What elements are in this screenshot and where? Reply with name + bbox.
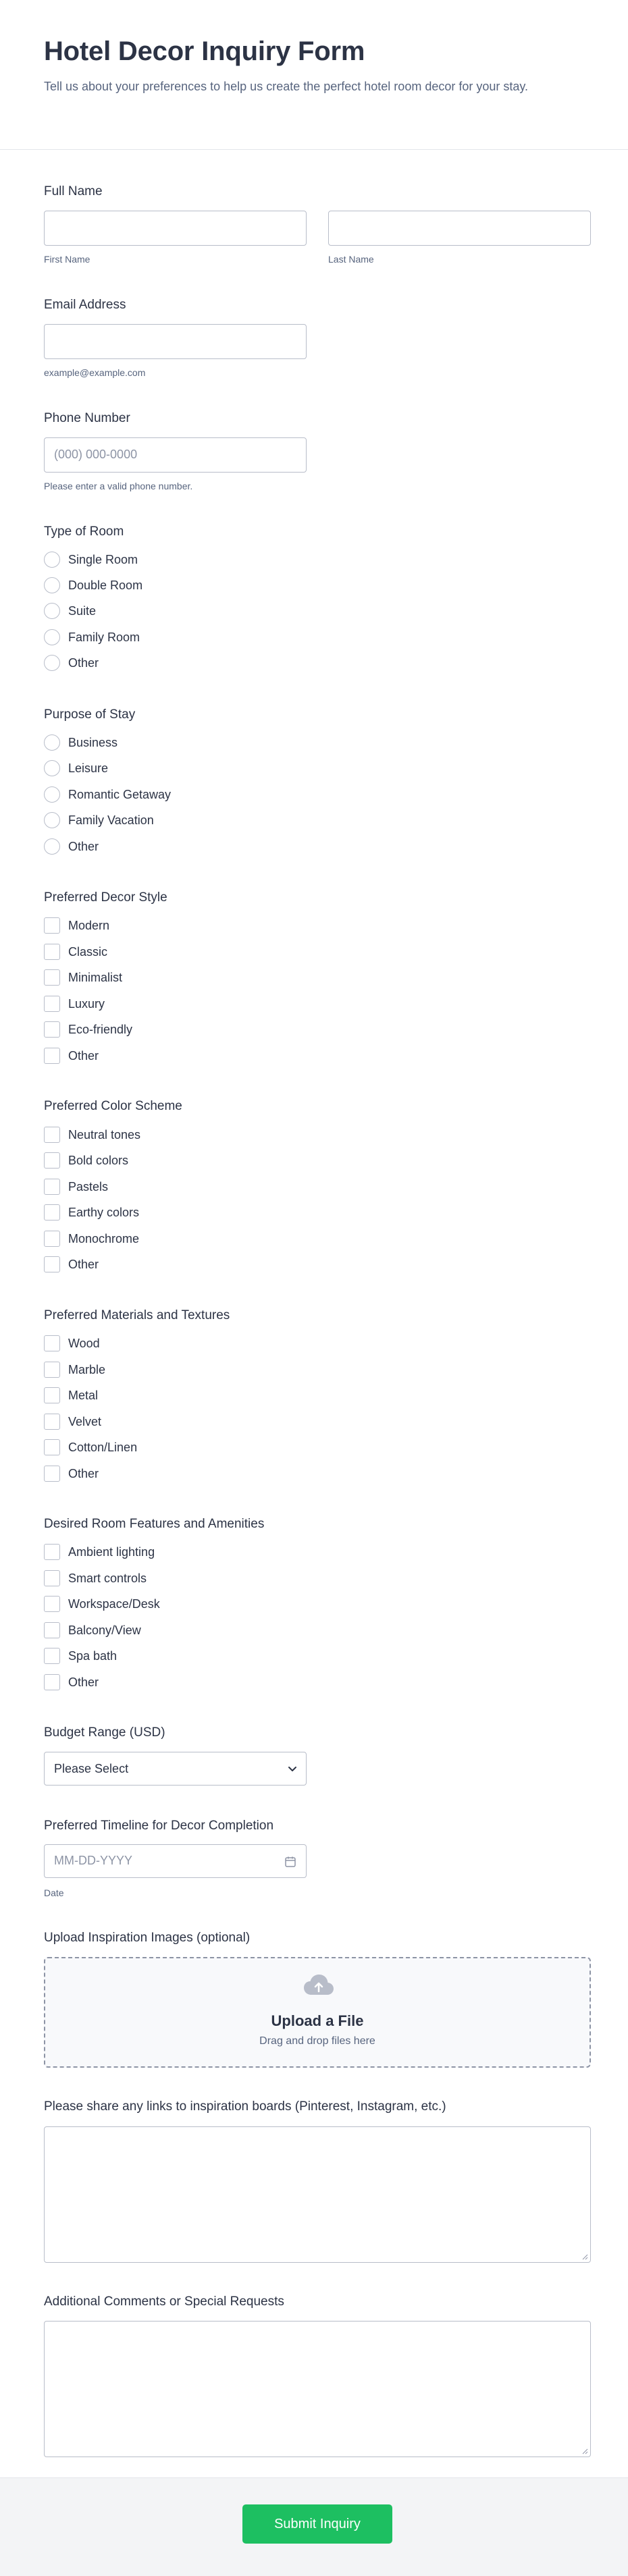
checkbox[interactable] xyxy=(44,1544,60,1560)
budget-select[interactable] xyxy=(44,1752,307,1786)
option-label: Double Room xyxy=(68,578,143,592)
upload-title: Upload a File xyxy=(271,2012,364,2029)
color-scheme-option[interactable] xyxy=(44,1178,108,1196)
radio-button[interactable] xyxy=(44,786,60,803)
radio-button[interactable] xyxy=(44,734,60,751)
option-label: Modern xyxy=(68,918,110,932)
checkbox[interactable] xyxy=(44,1674,60,1690)
option-label: Cotton/Linen xyxy=(68,1440,138,1454)
option-label: Spa bath xyxy=(68,1648,117,1663)
materials-option[interactable] xyxy=(44,1387,98,1404)
option-label: Minimalist xyxy=(68,970,123,984)
links-textarea[interactable] xyxy=(44,2126,591,2263)
last-name-input[interactable] xyxy=(328,211,591,246)
room-type-option[interactable] xyxy=(44,602,96,620)
purpose-option[interactable] xyxy=(44,759,108,777)
option-label: Family Vacation xyxy=(68,813,154,827)
full-name-label: Full Name xyxy=(44,184,103,198)
phone-input[interactable] xyxy=(44,437,307,473)
checkbox[interactable] xyxy=(44,996,60,1012)
color-scheme-option[interactable] xyxy=(44,1126,140,1144)
radio-button[interactable] xyxy=(44,760,60,776)
checkbox[interactable] xyxy=(44,944,60,960)
radio-button[interactable] xyxy=(44,629,60,645)
file-upload-dropzone[interactable] xyxy=(44,1957,591,2068)
decor-style-option[interactable] xyxy=(44,995,105,1013)
decor-style-option[interactable] xyxy=(44,917,109,934)
form-footer xyxy=(0,2477,628,2576)
purpose-label: Purpose of Stay xyxy=(44,707,136,722)
radio-button[interactable] xyxy=(44,603,60,619)
decor-style-label: Preferred Decor Style xyxy=(44,890,167,905)
option-label: Family Room xyxy=(68,630,140,644)
room-type-option[interactable] xyxy=(44,576,142,594)
upload-subtitle: Drag and drop files here xyxy=(259,2035,375,2047)
radio-button[interactable] xyxy=(44,655,60,671)
checkbox[interactable] xyxy=(44,1204,60,1220)
radio-button[interactable] xyxy=(44,552,60,568)
date-placeholder: MM-DD-YYYY xyxy=(54,1854,132,1867)
purpose-option[interactable] xyxy=(44,838,99,855)
form-description: Tell us about your preferences to help us create the perfect hotel room decor for your stay. xyxy=(44,80,529,93)
checkbox[interactable] xyxy=(44,1048,60,1064)
submit-button[interactable]: Submit Inquiry xyxy=(242,2504,392,2544)
checkbox[interactable] xyxy=(44,1622,60,1638)
checkbox[interactable] xyxy=(44,1152,60,1169)
purpose-option[interactable] xyxy=(44,811,154,829)
features-option[interactable] xyxy=(44,1647,117,1665)
option-label: Other xyxy=(68,839,99,853)
phone-placeholder: (000) 000-0000 xyxy=(54,448,138,461)
purpose-option[interactable] xyxy=(44,786,171,803)
resize-handle-icon[interactable] xyxy=(581,2448,588,2454)
features-option[interactable] xyxy=(44,1673,99,1691)
features-label: Desired Room Features and Amenities xyxy=(44,1517,265,1531)
checkbox[interactable] xyxy=(44,917,60,934)
option-label: Classic xyxy=(68,944,108,959)
checkbox[interactable] xyxy=(44,1648,60,1664)
decor-style-option[interactable] xyxy=(44,943,107,961)
materials-option[interactable] xyxy=(44,1413,101,1430)
form-header xyxy=(0,0,628,150)
form-title: Hotel Decor Inquiry Form xyxy=(44,36,365,66)
option-label: Business xyxy=(68,735,118,749)
first-name-sublabel: First Name xyxy=(44,254,90,265)
color-scheme-option[interactable] xyxy=(44,1152,128,1169)
checkbox[interactable] xyxy=(44,1387,60,1403)
option-label: Other xyxy=(68,1048,99,1063)
checkbox[interactable] xyxy=(44,1335,60,1351)
radio-button[interactable] xyxy=(44,577,60,593)
checkbox[interactable] xyxy=(44,1179,60,1195)
features-option[interactable] xyxy=(44,1569,147,1587)
option-label: Suite xyxy=(68,603,97,618)
option-label: Workspace/Desk xyxy=(68,1596,160,1611)
timeline-label: Preferred Timeline for Decor Completion xyxy=(44,1819,274,1833)
phone-sublabel: Please enter a valid phone number. xyxy=(44,481,193,491)
comments-textarea[interactable] xyxy=(44,2321,591,2457)
radio-button[interactable] xyxy=(44,812,60,828)
room-type-label: Type of Room xyxy=(44,525,124,539)
checkbox[interactable] xyxy=(44,1231,60,1247)
checkbox[interactable] xyxy=(44,969,60,986)
email-label: Email Address xyxy=(44,298,126,312)
features-option[interactable] xyxy=(44,1621,141,1639)
upload-label: Upload Inspiration Images (optional) xyxy=(44,1931,251,1945)
first-name-input[interactable] xyxy=(44,211,307,246)
room-type-option[interactable] xyxy=(44,551,138,568)
color-scheme-option[interactable] xyxy=(44,1256,99,1273)
materials-option[interactable] xyxy=(44,1439,137,1456)
option-label: Wood xyxy=(68,1336,100,1350)
budget-label: Budget Range (USD) xyxy=(44,1725,165,1740)
materials-option[interactable] xyxy=(44,1335,100,1352)
room-type-option[interactable] xyxy=(44,628,140,646)
option-label: Other xyxy=(68,1466,99,1480)
option-label: Metal xyxy=(68,1388,99,1402)
option-label: Pastels xyxy=(68,1179,109,1193)
option-label: Smart controls xyxy=(68,1571,147,1585)
option-label: Leisure xyxy=(68,761,109,775)
materials-option[interactable] xyxy=(44,1361,105,1378)
checkbox[interactable] xyxy=(44,1256,60,1272)
comments-label: Additional Comments or Special Requests xyxy=(44,2295,284,2309)
decor-style-option[interactable] xyxy=(44,1021,132,1038)
color-scheme-option[interactable] xyxy=(44,1204,139,1221)
option-label: Romantic Getaway xyxy=(68,787,172,801)
last-name-sublabel: Last Name xyxy=(328,254,374,265)
option-label: Balcony/View xyxy=(68,1623,141,1637)
checkbox[interactable] xyxy=(44,1570,60,1586)
features-option[interactable] xyxy=(44,1543,155,1561)
cloud-upload-icon xyxy=(303,1973,335,1997)
checkbox[interactable] xyxy=(44,1021,60,1038)
materials-label: Preferred Materials and Textures xyxy=(44,1308,230,1322)
checkbox[interactable] xyxy=(44,1414,60,1430)
option-label: Velvet xyxy=(68,1414,102,1428)
option-label: Marble xyxy=(68,1362,106,1376)
option-label: Neutral tones xyxy=(68,1127,141,1142)
color-scheme-option[interactable] xyxy=(44,1230,139,1247)
option-label: Monochrome xyxy=(68,1231,140,1245)
features-option[interactable] xyxy=(44,1595,160,1613)
checkbox[interactable] xyxy=(44,1439,60,1455)
option-label: Earthy colors xyxy=(68,1205,140,1219)
date-sublabel: Date xyxy=(44,1887,64,1898)
option-label: Other xyxy=(68,1675,99,1689)
purpose-option[interactable] xyxy=(44,734,117,751)
budget-selected-value: Please Select xyxy=(54,1762,129,1775)
option-label: Single Room xyxy=(68,552,138,566)
email-sublabel: example@example.com xyxy=(44,367,146,378)
calendar-icon[interactable] xyxy=(284,1856,296,1868)
radio-button[interactable] xyxy=(44,838,60,855)
email-input[interactable] xyxy=(44,324,307,359)
checkbox[interactable] xyxy=(44,1127,60,1143)
materials-option[interactable] xyxy=(44,1465,99,1482)
checkbox[interactable] xyxy=(44,1466,60,1482)
option-label: Other xyxy=(68,655,99,670)
option-label: Luxury xyxy=(68,996,105,1011)
checkbox[interactable] xyxy=(44,1596,60,1612)
color-scheme-label: Preferred Color Scheme xyxy=(44,1099,182,1113)
phone-label: Phone Number xyxy=(44,411,130,425)
decor-style-option[interactable] xyxy=(44,969,122,986)
date-input[interactable] xyxy=(44,1844,307,1878)
option-label: Eco-friendly xyxy=(68,1022,133,1036)
option-label: Ambient lighting xyxy=(68,1545,155,1559)
checkbox[interactable] xyxy=(44,1362,60,1378)
resize-handle-icon[interactable] xyxy=(581,2253,588,2260)
links-label: Please share any links to inspiration boards (Pinterest, Instagram, etc.) xyxy=(44,2099,446,2114)
chevron-down-icon xyxy=(287,1763,298,1774)
option-label: Bold colors xyxy=(68,1153,129,1167)
room-type-option[interactable] xyxy=(44,654,99,672)
decor-style-option[interactable] xyxy=(44,1047,99,1065)
option-label: Other xyxy=(68,1257,99,1271)
